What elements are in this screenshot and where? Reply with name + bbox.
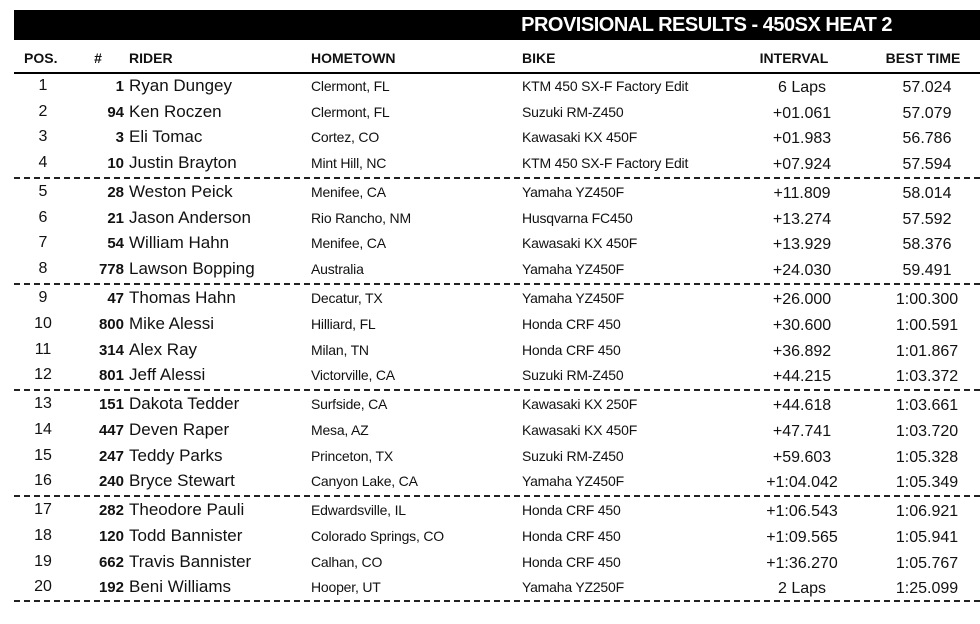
position-cell: 5 — [38, 183, 48, 201]
bike-cell: Yamaha YZ450F — [522, 290, 624, 307]
table-row — [14, 287, 980, 313]
position-cell: 9 — [38, 289, 48, 307]
bike-number-cell: 314 — [98, 341, 124, 359]
interval-cell: +13.929 — [772, 236, 832, 254]
table-row — [14, 393, 980, 419]
table-row — [14, 126, 980, 152]
hometown-cell: Decatur, TX — [311, 290, 383, 307]
position-cell: 11 — [34, 340, 52, 358]
position-cell: 15 — [34, 446, 52, 464]
rider-name-cell: William Hahn — [129, 233, 230, 253]
hometown-cell: Calhan, CO — [311, 553, 383, 570]
interval-cell: 2 Laps — [777, 580, 827, 598]
rider-name-cell: Thomas Hahn — [129, 288, 236, 308]
bike-cell: Honda CRF 450 — [522, 553, 621, 570]
position-cell: 10 — [34, 314, 52, 332]
table-row — [14, 339, 980, 365]
interval-cell: +07.924 — [772, 156, 832, 174]
interval-cell: +30.600 — [772, 316, 832, 334]
rider-name-cell: Todd Bannister — [129, 525, 243, 545]
rider-name-cell: Ken Roczen — [129, 101, 222, 121]
interval-cell: +1:36.270 — [766, 554, 838, 572]
position-cell: 14 — [34, 420, 52, 438]
best-time-cell: 1:03.372 — [895, 368, 959, 386]
bike-number-cell: 94 — [107, 103, 124, 121]
bike-number-cell: 247 — [98, 447, 124, 465]
position-cell: 12 — [34, 366, 52, 384]
table-row — [14, 75, 980, 101]
bike-cell: Honda CRF 450 — [522, 527, 621, 544]
hometown-cell: Edwardsville, IL — [311, 502, 406, 519]
interval-cell: +47.741 — [772, 422, 832, 440]
best-time-cell: 1:01.867 — [895, 342, 959, 360]
bike-number-cell: 3 — [115, 129, 124, 147]
hometown-cell: Mint Hill, NC — [311, 155, 387, 172]
rider-name-cell: Teddy Parks — [129, 445, 223, 465]
best-time-cell: 1:05.767 — [895, 554, 959, 572]
interval-cell: +44.618 — [772, 397, 832, 415]
rider-name-cell: Eli Tomac — [129, 127, 203, 147]
interval-cell: +44.215 — [772, 368, 832, 386]
position-cell: 13 — [34, 395, 52, 413]
table-row — [14, 313, 980, 339]
bike-number-cell: 47 — [107, 290, 124, 308]
bike-cell: Honda CRF 450 — [522, 341, 621, 358]
position-cell: 8 — [38, 260, 48, 278]
bike-number-cell: 151 — [98, 396, 124, 414]
table-header — [14, 50, 980, 72]
bike-cell: Yamaha YZ450F — [522, 473, 624, 490]
hometown-cell: Menifee, CA — [311, 184, 386, 201]
column-header-bike: BIKE — [522, 50, 556, 66]
bike-number-cell: 21 — [107, 209, 124, 227]
position-cell: 3 — [38, 128, 48, 146]
hometown-cell: Colorado Springs, CO — [311, 527, 444, 544]
hometown-cell: Milan, TN — [311, 341, 369, 358]
position-cell: 7 — [38, 234, 48, 252]
best-time-cell: 1:25.099 — [895, 580, 959, 598]
column-header-hometown: HOMETOWN — [311, 50, 396, 66]
rider-name-cell: Alex Ray — [129, 339, 198, 359]
bike-cell: Yamaha YZ450F — [522, 261, 624, 278]
rider-name-cell: Travis Bannister — [129, 551, 252, 571]
hometown-cell: Clermont, FL — [311, 78, 390, 94]
interval-cell: +13.274 — [772, 210, 832, 228]
best-time-cell: 58.376 — [902, 236, 952, 254]
best-time-cell: 57.079 — [902, 104, 952, 122]
interval-cell: +36.892 — [772, 342, 832, 360]
interval-cell: +1:04.042 — [766, 474, 838, 492]
hometown-cell: Canyon Lake, CA — [311, 473, 418, 490]
rider-name-cell: Deven Raper — [129, 419, 230, 439]
bike-cell: KTM 450 SX-F Factory Edit — [522, 78, 689, 94]
table-row — [14, 101, 980, 127]
bike-cell: Kawasaki KX 450F — [522, 235, 638, 252]
bike-number-cell: 10 — [107, 155, 124, 173]
interval-cell: +11.809 — [773, 185, 831, 203]
interval-cell: 6 Laps — [777, 79, 827, 96]
column-header-pos: POS. — [24, 50, 58, 66]
table-row — [14, 207, 980, 233]
bike-cell: Kawasaki KX 450F — [522, 421, 638, 438]
hometown-cell: Menifee, CA — [311, 235, 386, 252]
best-time-cell: 58.014 — [902, 185, 952, 203]
bike-number-cell: 447 — [98, 421, 124, 439]
bike-number-cell: 192 — [98, 579, 124, 597]
hometown-cell: Cortez, CO — [311, 129, 380, 146]
hometown-cell: Clermont, FL — [311, 103, 390, 120]
position-cell: 2 — [38, 102, 48, 120]
results-table — [14, 75, 980, 602]
table-row — [14, 525, 980, 551]
hometown-cell: Hooper, UT — [311, 579, 381, 596]
position-cell: 19 — [34, 552, 52, 570]
bike-number-cell: 28 — [107, 184, 124, 202]
bike-cell: Honda CRF 450 — [522, 315, 621, 332]
bike-number-cell: 120 — [98, 527, 124, 545]
best-time-cell: 1:05.349 — [895, 474, 959, 492]
hometown-cell: Surfside, CA — [311, 396, 388, 413]
page-title: PROVISIONAL RESULTS - 450SX HEAT 2 — [521, 14, 892, 36]
title-bar — [14, 10, 980, 40]
hometown-cell: Victorville, CA — [311, 367, 395, 384]
bike-cell: Suzuki RM-Z450 — [522, 103, 624, 120]
position-cell: 1 — [38, 77, 48, 94]
hometown-cell: Rio Rancho, NM — [311, 209, 411, 226]
table-row — [14, 470, 980, 497]
hometown-cell: Australia — [311, 261, 364, 278]
bike-number-cell: 801 — [98, 367, 124, 385]
interval-cell: +59.603 — [772, 448, 832, 466]
bike-number-cell: 282 — [98, 502, 124, 520]
table-row — [14, 445, 980, 471]
rider-name-cell: Beni Williams — [129, 577, 232, 597]
position-cell: 20 — [34, 578, 52, 596]
rider-name-cell: Bryce Stewart — [129, 471, 235, 491]
best-time-cell: 1:06.921 — [895, 503, 959, 521]
table-row — [14, 181, 980, 207]
best-time-cell: 1:05.941 — [895, 528, 959, 546]
bike-cell: Suzuki RM-Z450 — [522, 447, 624, 464]
best-time-cell: 1:00.300 — [895, 291, 959, 309]
hometown-cell: Hilliard, FL — [311, 315, 376, 332]
position-cell: 4 — [38, 154, 48, 172]
bike-cell: Kawasaki KX 250F — [522, 396, 638, 413]
rider-name-cell: Mike Alessi — [129, 313, 215, 333]
bike-number-cell: 1 — [115, 78, 124, 95]
rider-name-cell: Theodore Pauli — [129, 500, 245, 520]
bike-number-cell: 778 — [98, 261, 124, 279]
best-time-cell: 1:00.591 — [895, 316, 959, 334]
best-time-cell: 56.786 — [902, 130, 952, 148]
rider-name-cell: Jason Anderson — [129, 207, 251, 227]
column-header-rider: RIDER — [129, 50, 173, 66]
interval-cell: +1:06.543 — [766, 503, 838, 521]
column-header-best-time: BEST TIME — [885, 50, 961, 66]
rider-name-cell: Weston Peick — [129, 182, 233, 202]
interval-cell: +01.061 — [772, 104, 832, 122]
bike-number-cell: 240 — [98, 473, 124, 491]
interval-cell: +1:09.565 — [766, 528, 838, 546]
position-cell: 6 — [38, 208, 48, 226]
best-time-cell: 57.592 — [902, 210, 952, 228]
bike-cell: Yamaha YZ250F — [522, 579, 624, 596]
position-cell: 18 — [34, 526, 52, 544]
table-row — [14, 551, 980, 577]
bike-cell: Kawasaki KX 450F — [522, 129, 638, 146]
column-header-number: # — [94, 50, 102, 66]
table-row — [14, 258, 980, 285]
interval-cell: +24.030 — [772, 262, 832, 280]
table-row — [14, 419, 980, 445]
table-row — [14, 499, 980, 525]
position-cell: 16 — [34, 472, 52, 490]
rider-name-cell: Justin Brayton — [129, 153, 237, 173]
best-time-cell: 57.024 — [902, 79, 952, 96]
rider-name-cell: Ryan Dungey — [129, 76, 233, 95]
table-row — [14, 364, 980, 391]
best-time-cell: 59.491 — [902, 262, 952, 280]
position-cell: 17 — [34, 501, 52, 519]
column-header-interval: INTERVAL — [759, 50, 829, 66]
header-divider — [14, 72, 980, 74]
bike-cell: Suzuki RM-Z450 — [522, 367, 624, 384]
best-time-cell: 1:03.720 — [895, 422, 959, 440]
rider-name-cell: Lawson Bopping — [129, 259, 255, 279]
hometown-cell: Mesa, AZ — [311, 421, 369, 438]
bike-number-cell: 662 — [98, 553, 124, 571]
bike-number-cell: 800 — [98, 315, 124, 333]
bike-cell: Yamaha YZ450F — [522, 184, 624, 201]
table-row — [14, 232, 980, 258]
interval-cell: +01.983 — [772, 130, 832, 148]
bike-cell: Husqvarna FC450 — [522, 209, 633, 226]
best-time-cell: 1:05.328 — [895, 448, 959, 466]
best-time-cell: 1:03.661 — [895, 397, 959, 415]
table-row — [14, 152, 980, 179]
table-row — [14, 576, 980, 602]
interval-cell: +26.000 — [772, 291, 832, 309]
bike-cell: Honda CRF 450 — [522, 502, 621, 519]
rider-name-cell: Jeff Alessi — [129, 365, 206, 385]
bike-cell: KTM 450 SX-F Factory Edit — [522, 155, 689, 172]
best-time-cell: 57.594 — [902, 156, 952, 174]
rider-name-cell: Dakota Tedder — [129, 394, 240, 414]
bike-number-cell: 54 — [107, 235, 124, 253]
hometown-cell: Princeton, TX — [311, 447, 393, 464]
